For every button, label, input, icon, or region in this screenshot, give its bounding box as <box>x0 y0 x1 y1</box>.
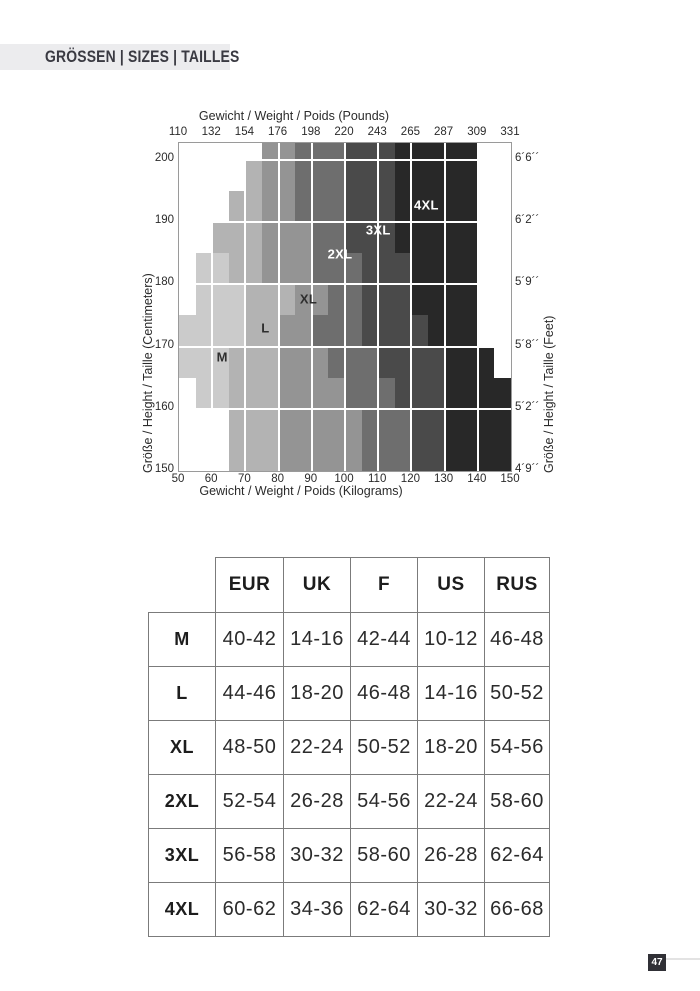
cell-4xl-eur: 60-62 <box>216 883 284 937</box>
x-tick-pounds: 287 <box>434 126 454 138</box>
table-row-xl <box>149 721 550 775</box>
size-zone-3XL <box>345 143 395 160</box>
table-corner-blank <box>149 558 216 613</box>
footer-rule <box>666 958 700 960</box>
table-row-2xl <box>149 775 550 829</box>
x-tick-kg: 110 <box>368 473 387 485</box>
table-row-4xl <box>149 883 550 937</box>
size-zone-XL <box>262 222 312 253</box>
size-zone-M <box>196 284 246 315</box>
size-zone-4XL <box>395 222 478 253</box>
section-title-band <box>0 44 240 70</box>
gridline-vertical <box>410 143 412 471</box>
row-label-4xl: 4XL <box>149 883 216 937</box>
row-label-m: M <box>149 613 216 667</box>
row-label-xl: XL <box>149 721 216 775</box>
zone-label-4XL: 4XL <box>413 197 439 213</box>
row-label-2xl: 2XL <box>149 775 216 829</box>
row-label-l: L <box>149 667 216 721</box>
cell-xl-uk: 22-24 <box>284 721 351 775</box>
size-zone-2XL <box>362 440 412 471</box>
y-tick-feet: 5´9´´ <box>515 276 540 289</box>
x-tick-pounds: 176 <box>268 126 288 138</box>
row-label-3xl: 3XL <box>149 829 216 883</box>
size-zone-L <box>229 440 279 471</box>
chart-top-axis-title: Gewicht / Weight / Poids (Pounds) <box>198 109 390 123</box>
size-zone-3XL <box>395 378 445 409</box>
gridline-vertical <box>311 143 313 471</box>
size-zone-XL <box>279 347 329 378</box>
chart-right-axis-title: Größe / Height / Taille (Feet) <box>542 315 556 473</box>
cell-2xl-uk: 26-28 <box>284 775 351 829</box>
x-tick-kg: 120 <box>400 473 420 485</box>
size-zone-4XL <box>395 160 478 191</box>
gridline-horizontal <box>179 408 511 410</box>
x-tick-kg: 60 <box>204 473 218 485</box>
table-header-row <box>149 558 550 613</box>
x-tick-kg: 90 <box>304 473 318 485</box>
size-zone-4XL <box>445 347 495 378</box>
cell-2xl-eur: 52-54 <box>216 775 284 829</box>
cell-3xl-us: 26-28 <box>418 829 485 883</box>
x-tick-kg: 130 <box>434 473 454 485</box>
size-zone-XL <box>279 409 362 440</box>
table-row-m <box>149 613 550 667</box>
zone-label-3XL: 3XL <box>365 222 391 237</box>
y-tick-feet: 4´9´´ <box>515 463 540 475</box>
x-tick-pounds: 243 <box>367 126 387 138</box>
size-zone-L <box>245 160 262 191</box>
size-zone-2XL <box>362 409 412 440</box>
col-header-rus: RUS <box>485 558 550 613</box>
y-tick-cm: 170 <box>154 338 174 351</box>
cell-l-eur: 44-46 <box>216 667 284 721</box>
gridline-horizontal <box>179 221 511 223</box>
chart-left-axis-title: Größe / Height / Taille (Centimeters) <box>141 273 155 473</box>
y-tick-feet: 5´2´´ <box>515 400 540 413</box>
cell-xl-us: 18-20 <box>418 721 485 775</box>
size-heatmap-plot <box>178 142 512 472</box>
cell-m-us: 10-12 <box>418 613 485 667</box>
table-row-3xl <box>149 829 550 883</box>
gridline-vertical <box>377 143 379 471</box>
x-tick-kg: 80 <box>271 473 284 485</box>
size-zone-L <box>229 409 279 440</box>
size-zone-3XL <box>362 284 412 315</box>
gridline-vertical <box>344 143 346 471</box>
y-tick-cm: 180 <box>154 276 174 289</box>
cell-3xl-uk: 30-32 <box>284 829 351 883</box>
size-table <box>148 557 550 937</box>
x-tick-pounds: 110 <box>168 126 188 138</box>
size-zone-2XL <box>295 191 345 222</box>
size-zone-3XL <box>362 253 412 284</box>
cell-4xl-f: 62-64 <box>351 883 418 937</box>
cell-2xl-rus: 58-60 <box>485 775 550 829</box>
size-zone-2XL <box>328 347 378 378</box>
gridline-vertical <box>444 143 446 471</box>
zone-label-XL: XL <box>299 291 318 307</box>
gridline-vertical <box>477 143 479 471</box>
gridline-horizontal <box>179 159 511 161</box>
cell-2xl-f: 54-56 <box>351 775 418 829</box>
zone-label-L: L <box>261 320 270 336</box>
cell-l-f: 46-48 <box>351 667 418 721</box>
y-tick-cm: 200 <box>154 151 174 164</box>
x-tick-kg: 150 <box>500 473 520 485</box>
x-tick-pounds: 132 <box>201 126 221 138</box>
zone-label-M: M <box>216 349 228 365</box>
size-zone-XL <box>279 315 312 346</box>
size-zone-L <box>245 284 295 315</box>
x-tick-pounds: 198 <box>301 126 321 138</box>
col-header-f: F <box>351 558 418 613</box>
size-zone-3XL <box>345 191 395 222</box>
y-tick-cm: 160 <box>154 400 174 413</box>
cell-l-rus: 50-52 <box>485 667 550 721</box>
cell-4xl-uk: 34-36 <box>284 883 351 937</box>
size-zone-4XL <box>428 315 478 346</box>
chart-bottom-axis-title: Gewicht / Weight / Poids (Kilograms) <box>199 484 403 498</box>
size-zone-2XL <box>345 378 395 409</box>
table-row-l <box>149 667 550 721</box>
cell-m-f: 42-44 <box>351 613 418 667</box>
x-tick-pounds: 154 <box>234 126 254 138</box>
cell-m-rus: 46-48 <box>485 613 550 667</box>
gridline-vertical <box>278 143 280 471</box>
size-zone-3XL <box>411 409 444 440</box>
size-zone-2XL <box>295 143 345 160</box>
y-tick-feet: 6´2´´ <box>515 214 540 227</box>
x-tick-pounds: 331 <box>500 126 520 138</box>
size-zone-2XL <box>312 315 362 346</box>
gridline-vertical <box>244 143 246 471</box>
size-zone-3XL <box>411 440 444 471</box>
cell-xl-rus: 54-56 <box>485 721 550 775</box>
size-zone-2XL <box>295 160 345 191</box>
cell-3xl-rus: 62-64 <box>485 829 550 883</box>
cell-4xl-us: 30-32 <box>418 883 485 937</box>
x-tick-pounds: 220 <box>334 126 354 138</box>
x-tick-kg: 50 <box>171 473 185 485</box>
cell-xl-f: 50-52 <box>351 721 418 775</box>
cell-l-us: 14-16 <box>418 667 485 721</box>
size-zone-L <box>229 378 279 409</box>
x-tick-kg: 70 <box>237 473 251 485</box>
cell-4xl-rus: 66-68 <box>485 883 550 937</box>
y-tick-feet: 6´6´´ <box>515 151 540 164</box>
y-tick-cm: 150 <box>154 463 174 475</box>
col-header-eur: EUR <box>216 558 284 613</box>
y-tick-feet: 5´8´´ <box>515 338 540 351</box>
cell-l-uk: 18-20 <box>284 667 351 721</box>
y-tick-cm: 190 <box>154 214 174 227</box>
size-zone-4XL <box>395 143 478 160</box>
x-tick-pounds: 265 <box>400 126 420 138</box>
page-number-badge: 47 <box>648 954 666 971</box>
x-tick-kg: 100 <box>334 473 354 485</box>
size-zone-XL <box>262 253 312 284</box>
cell-2xl-us: 22-24 <box>418 775 485 829</box>
cell-m-eur: 40-42 <box>216 613 284 667</box>
cell-3xl-eur: 56-58 <box>216 829 284 883</box>
zone-label-2XL: 2XL <box>327 246 353 262</box>
section-title: GRÖSSEN | SIZES | TAILLES <box>45 47 240 66</box>
gridline-vertical <box>211 143 213 471</box>
x-tick-kg: 140 <box>467 473 487 485</box>
size-zone-L <box>212 222 262 253</box>
x-tick-pounds: 309 <box>467 126 487 138</box>
col-header-uk: UK <box>284 558 351 613</box>
gridline-horizontal <box>179 283 511 285</box>
col-header-us: US <box>418 558 485 613</box>
cell-m-uk: 14-16 <box>284 613 351 667</box>
size-zone-XL <box>279 440 362 471</box>
size-zone-3XL <box>362 315 428 346</box>
cell-3xl-f: 58-60 <box>351 829 418 883</box>
size-zone-L <box>229 347 279 378</box>
cell-xl-eur: 48-50 <box>216 721 284 775</box>
size-zone-3XL <box>345 160 395 191</box>
gridline-horizontal <box>179 346 511 348</box>
